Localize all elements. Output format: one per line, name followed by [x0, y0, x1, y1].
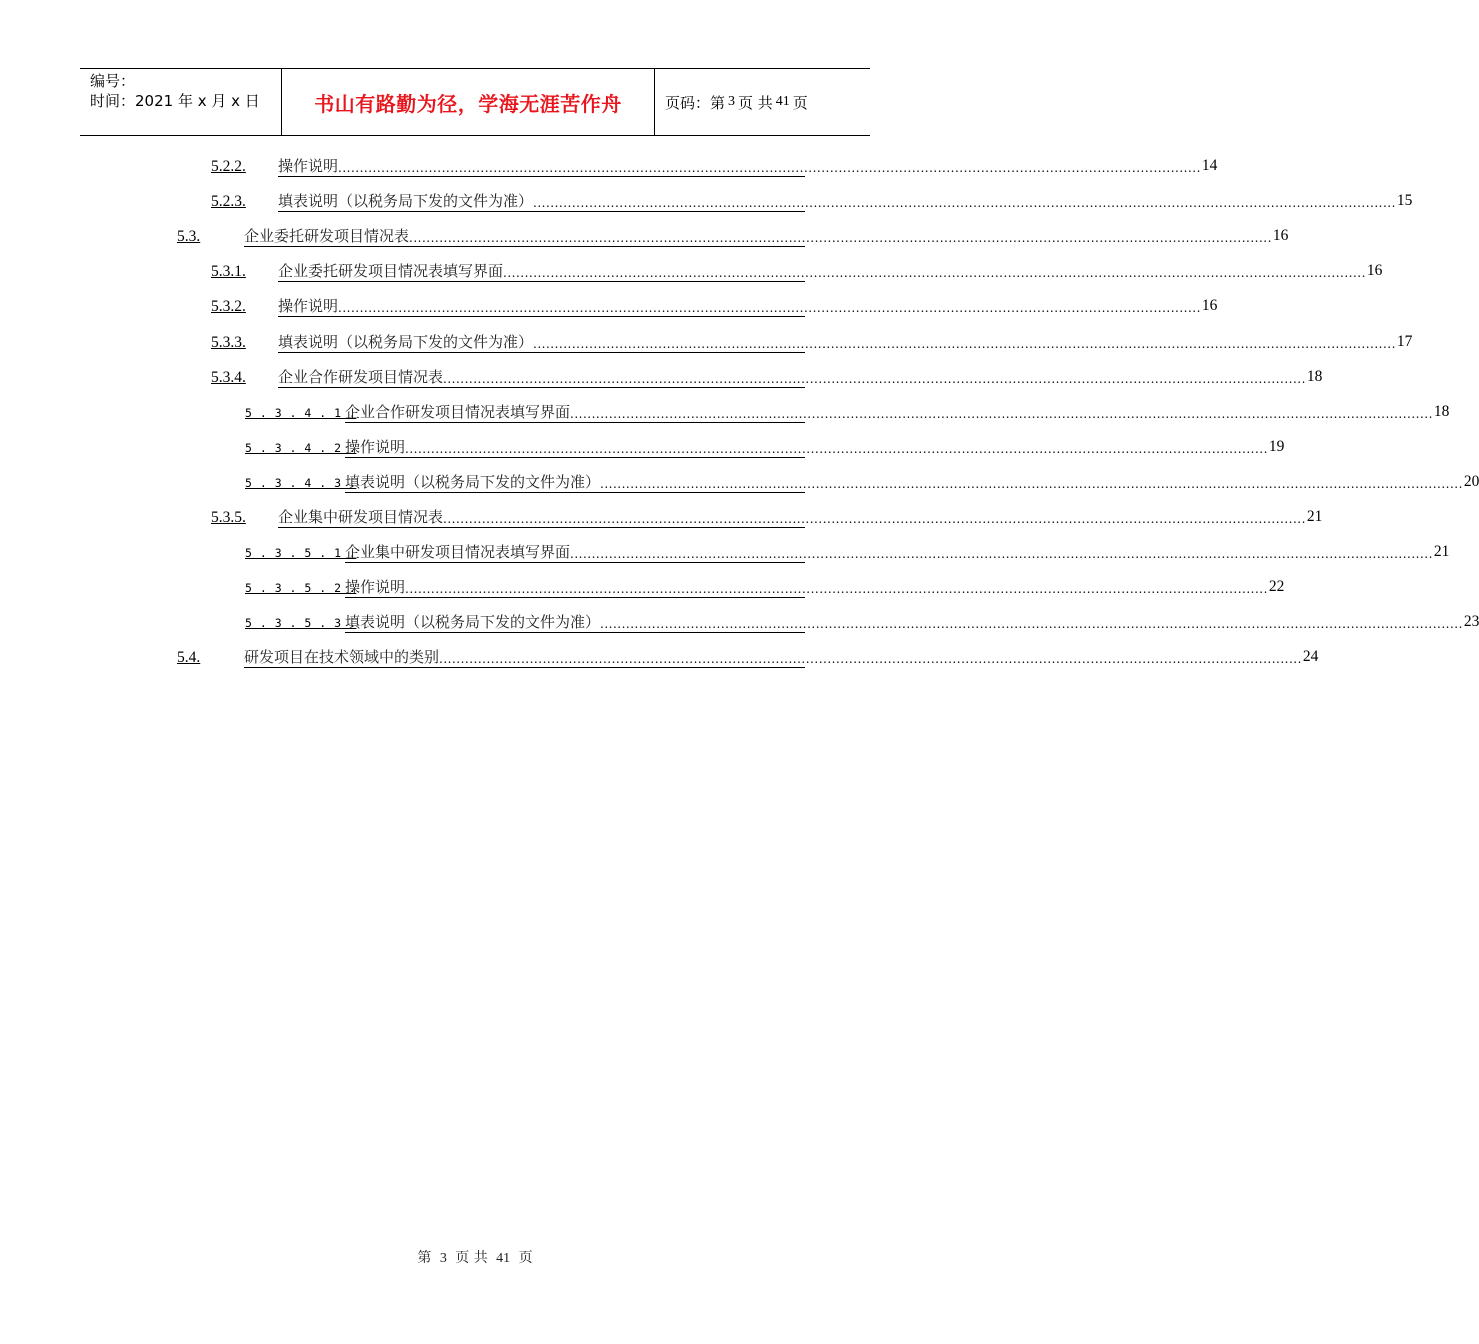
toc-entry-page[interactable]: 19: [1268, 437, 1285, 455]
toc-entry-number[interactable]: 5.3.4.: [211, 368, 246, 386]
toc-leader-dots: ........................................................................................................................................................................................................: [405, 582, 1268, 597]
toc-entry-link[interactable]: [278, 367, 1323, 388]
footer-page-total: 41: [496, 1251, 511, 1266]
toc-leader-dots: ........................................................................................................................................................................................................: [338, 301, 1201, 316]
toc-entry[interactable]: [245, 434, 1285, 458]
toc-leader-dots: ........................................................................................................................................................................................................: [409, 231, 1272, 246]
toc-leader-dots: ........................................................................................................................................................................................................: [439, 652, 1302, 667]
footer-page-current: 3: [439, 1251, 447, 1266]
toc-entry-link[interactable]: [244, 647, 1319, 668]
toc-entry-page[interactable]: 16: [1272, 227, 1289, 245]
toc-leader-dots: ........................................................................................................................................................................................................: [600, 476, 1463, 491]
toc-entry-title[interactable]: 企业委托研发项目情况表: [244, 227, 410, 246]
toc-entry-link[interactable]: [278, 156, 1218, 177]
toc-leader-dots: ........................................................................................................................................................................................................: [570, 406, 1433, 421]
toc-entry-link[interactable]: [278, 296, 1218, 317]
toc-entry[interactable]: [211, 293, 1218, 317]
toc-entry-title[interactable]: 填表说明（以税务局下发的文件为准）: [278, 192, 534, 211]
toc-entry[interactable]: [177, 223, 1289, 247]
toc-entry-link[interactable]: [278, 332, 1413, 353]
toc-entry[interactable]: [211, 329, 1413, 353]
toc-entry-link[interactable]: [278, 507, 1323, 528]
toc-entry-title[interactable]: 操作说明: [345, 578, 406, 597]
toc-entry-page[interactable]: 18: [1306, 367, 1323, 385]
toc-entry[interactable]: [245, 574, 1285, 598]
toc-entry-number[interactable]: 5 . 3 . 4 . 3 .: [245, 475, 357, 490]
toc-leader-dots: ........................................................................................................................................................................................................: [443, 371, 1306, 386]
toc-entry-number[interactable]: 5.4.: [177, 649, 201, 667]
header-meta: [80, 69, 282, 135]
toc-entry-title[interactable]: 操作说明: [278, 297, 339, 316]
header-page-total: 41: [775, 94, 790, 109]
footer-suffix: 页: [518, 1250, 533, 1266]
toc-entry-number[interactable]: 5.3.2.: [211, 298, 246, 316]
toc-entry-link[interactable]: [244, 226, 1289, 247]
toc-leader-dots: ........................................................................................................................................................................................................: [533, 196, 1396, 211]
toc-entry-link[interactable]: [278, 261, 1383, 282]
toc-entry-number[interactable]: 5 . 3 . 4 . 1 .: [245, 405, 357, 420]
toc-leader-dots: ........................................................................................................................................................................................................: [533, 336, 1396, 351]
header-page-prefix: 页码：第: [665, 93, 726, 112]
toc-entry-link[interactable]: [345, 437, 1285, 458]
page-header: [80, 68, 870, 136]
toc-entry[interactable]: [177, 644, 1319, 668]
toc-leader-dots: ........................................................................................................................................................................................................: [570, 547, 1433, 562]
toc-entry[interactable]: [211, 504, 1323, 528]
footer-prefix: 第: [417, 1250, 432, 1266]
toc-entry-link[interactable]: [278, 191, 1413, 212]
toc-entry-number[interactable]: 5 . 3 . 5 . 2 .: [245, 581, 357, 596]
toc-entry-title[interactable]: 研发项目在技术领域中的类别: [244, 648, 440, 667]
toc-leader-dots: ........................................................................................................................................................................................................: [600, 617, 1463, 632]
toc-entry-page[interactable]: 24: [1302, 648, 1319, 666]
toc-entry[interactable]: [211, 153, 1218, 177]
toc-entry-number[interactable]: 5.3.1.: [211, 263, 246, 281]
toc-entry-page[interactable]: 22: [1268, 578, 1285, 596]
toc-entry-link[interactable]: [345, 402, 1450, 423]
header-page-suffix: 页: [792, 93, 808, 112]
header-page-info: [655, 69, 870, 135]
toc-entry[interactable]: [245, 399, 1450, 423]
toc-entry-number[interactable]: 5.2.2.: [211, 158, 246, 175]
footer-middle: 页 共: [455, 1250, 488, 1266]
toc-entry-page[interactable]: 17: [1396, 332, 1413, 350]
toc-entry-title[interactable]: 填表说明（以税务局下发的文件为准）: [345, 472, 601, 491]
toc-entry-title[interactable]: 填表说明（以税务局下发的文件为准）: [345, 613, 601, 632]
toc-entry-title[interactable]: 操作说明: [278, 157, 339, 175]
document-number-label: 编号：: [90, 72, 136, 90]
header-motto: 书山有路勤为径，学海无涯苦作舟: [314, 91, 622, 116]
toc-entry-number[interactable]: 5 . 3 . 4 . 2 .: [245, 440, 357, 455]
toc-entry-title[interactable]: 操作说明: [345, 437, 406, 456]
toc-entry-page[interactable]: 16: [1366, 262, 1383, 280]
toc-entry-page[interactable]: 21: [1433, 543, 1450, 561]
toc-entry-page[interactable]: 23: [1463, 613, 1479, 631]
toc-entry-title[interactable]: 企业合作研发项目情况表填写界面: [345, 402, 571, 421]
toc-entry-page[interactable]: 21: [1306, 508, 1323, 525]
toc-entry-title[interactable]: 企业委托研发项目情况表填写界面: [278, 262, 504, 281]
document-date: 时间：2021 年 x 月 x 日: [90, 92, 260, 110]
toc-entry[interactable]: [245, 469, 1479, 493]
toc-entry-title[interactable]: 企业集中研发项目情况表填写界面: [345, 543, 571, 562]
toc-entry-page[interactable]: 16: [1201, 297, 1218, 315]
toc-entry-number[interactable]: 5 . 3 . 5 . 3 .: [245, 616, 357, 631]
toc-entry-number[interactable]: 5.3.3.: [211, 333, 246, 351]
toc-entry-number[interactable]: 5 . 3 . 5 . 1 .: [245, 546, 357, 561]
toc-entry[interactable]: [211, 258, 1383, 282]
toc-entry-link[interactable]: [345, 542, 1450, 563]
toc-entry-link[interactable]: [345, 472, 1479, 493]
toc-leader-dots: ........................................................................................................................................................................................................: [338, 161, 1201, 175]
toc-entry-page[interactable]: 15: [1396, 192, 1413, 210]
toc-entry-link[interactable]: [345, 612, 1479, 633]
header-page-current: 3: [728, 94, 736, 109]
toc-entry-page[interactable]: 18: [1433, 402, 1450, 420]
toc-entry[interactable]: [245, 609, 1479, 633]
toc-entry-number[interactable]: 5.2.3.: [211, 193, 246, 211]
toc-entry-title[interactable]: 填表说明（以税务局下发的文件为准）: [278, 332, 534, 351]
header-motto-cell: [282, 69, 655, 135]
toc-entry-title[interactable]: 企业集中研发项目情况表: [278, 508, 444, 526]
header-page-middle: 页 共: [738, 93, 773, 112]
toc-entry-number[interactable]: 5.3.: [177, 228, 201, 246]
toc-entry-page[interactable]: 14: [1201, 157, 1218, 174]
toc-entry-number[interactable]: 5.3.5.: [211, 509, 246, 526]
toc-entry-link[interactable]: [345, 577, 1285, 598]
toc-entry-page[interactable]: 20: [1463, 472, 1479, 490]
toc-leader-dots: ........................................................................................................................................................................................................: [443, 512, 1306, 526]
toc-entry[interactable]: [245, 539, 1450, 563]
toc-entry-title[interactable]: 企业合作研发项目情况表: [278, 367, 444, 386]
toc-entry[interactable]: [211, 364, 1323, 388]
page-footer: [0, 1247, 950, 1267]
toc-leader-dots: ........................................................................................................................................................................................................: [405, 441, 1268, 456]
toc-leader-dots: ........................................................................................................................................................................................................: [503, 266, 1366, 281]
toc-entry[interactable]: [211, 188, 1413, 212]
